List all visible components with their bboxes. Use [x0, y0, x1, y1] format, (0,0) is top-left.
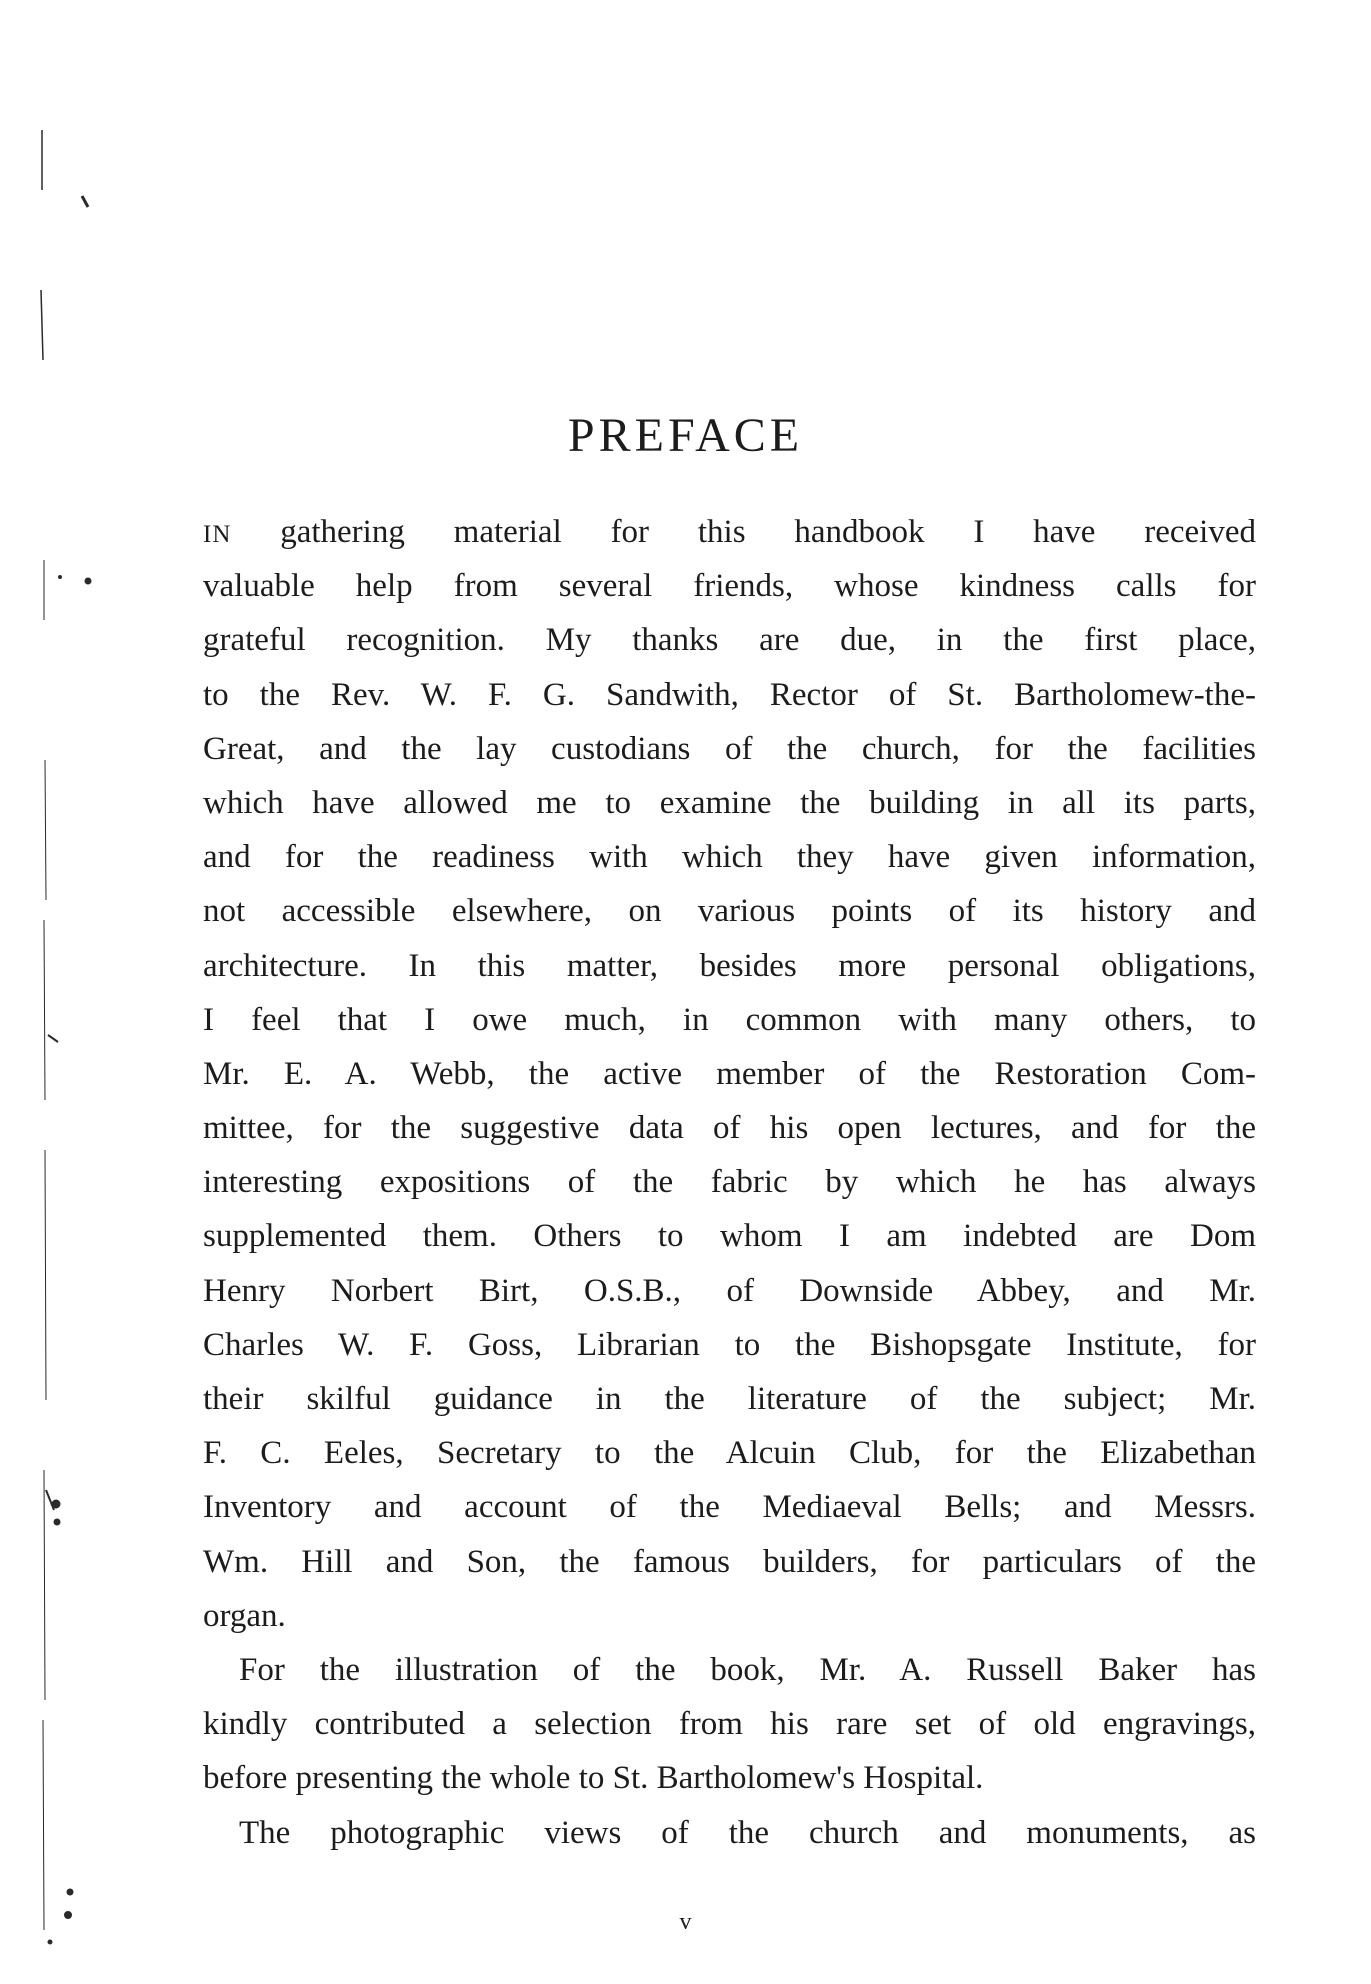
- binding-edge-specks: [0, 0, 110, 1984]
- text-line: Mr. E. A. Webb, the active member of the Restoration Com-: [203, 1055, 1256, 1092]
- text-line: IN gathering material for this handbook I have received: [203, 514, 1256, 550]
- text-line: which have allowed me to examine the building in all its parts,: [203, 784, 1256, 821]
- text-line: interesting expositions of the fabric by which he has always: [203, 1164, 1256, 1201]
- text-line: mittee, for the suggestive data of his open lectures, and for the: [203, 1110, 1256, 1147]
- text-line: The photographic views of the church and monuments, as: [239, 1814, 1256, 1851]
- text-line: valuable help from several friends, whose kindness calls for: [203, 568, 1256, 605]
- text-line: before presenting the whole to St. Bartholomew's Hospital.: [203, 1760, 984, 1797]
- text-line: Wm. Hill and Son, the famous builders, for particulars of the: [203, 1543, 1256, 1580]
- text-line: their skilful guidance in the literature of the subject; Mr.: [203, 1381, 1256, 1417]
- text-line: and for the readiness with which they have given information,: [203, 839, 1256, 876]
- text-line: to the Rev. W. F. G. Sandwith, Rector of St. Bartholomew-the-: [203, 676, 1256, 713]
- text-line: I feel that I owe much, in common with many others, to: [203, 1001, 1256, 1038]
- text-line: F. C. Eeles, Secretary to the Alcuin Club, for the Elizabethan: [203, 1435, 1256, 1472]
- text-line: supplemented them. Others to whom I am indebted are Dom: [203, 1218, 1256, 1255]
- text-line: Charles W. F. Goss, Librarian to the Bishopsgate Institute, for: [203, 1326, 1256, 1363]
- text-line: Great, and the lay custodians of the church, for the facilities: [203, 730, 1256, 767]
- text-line: grateful recognition. My thanks are due, in the first place,: [203, 622, 1256, 659]
- text-line: Henry Norbert Birt, O.S.B., of Downside Abbey, and Mr.: [203, 1272, 1256, 1309]
- text-line: For the illustration of the book, Mr. A. Russell Baker has: [239, 1651, 1256, 1688]
- text-line: organ.: [203, 1597, 286, 1634]
- opening-small-caps: IN: [203, 521, 232, 548]
- text-line: kindly contributed a selection from his rare set of old engravings,: [203, 1706, 1256, 1743]
- page-number: v: [679, 1909, 692, 1935]
- text-line: not accessible elsewhere, on various points of its history and: [203, 893, 1256, 930]
- text-line: architecture. In this matter, besides more personal obligations,: [203, 947, 1256, 984]
- text-line: Inventory and account of the Mediaeval Bells; and Messrs.: [203, 1489, 1256, 1526]
- page-title: PREFACE: [567, 409, 804, 462]
- preface-text: [203, 505, 1256, 1860]
